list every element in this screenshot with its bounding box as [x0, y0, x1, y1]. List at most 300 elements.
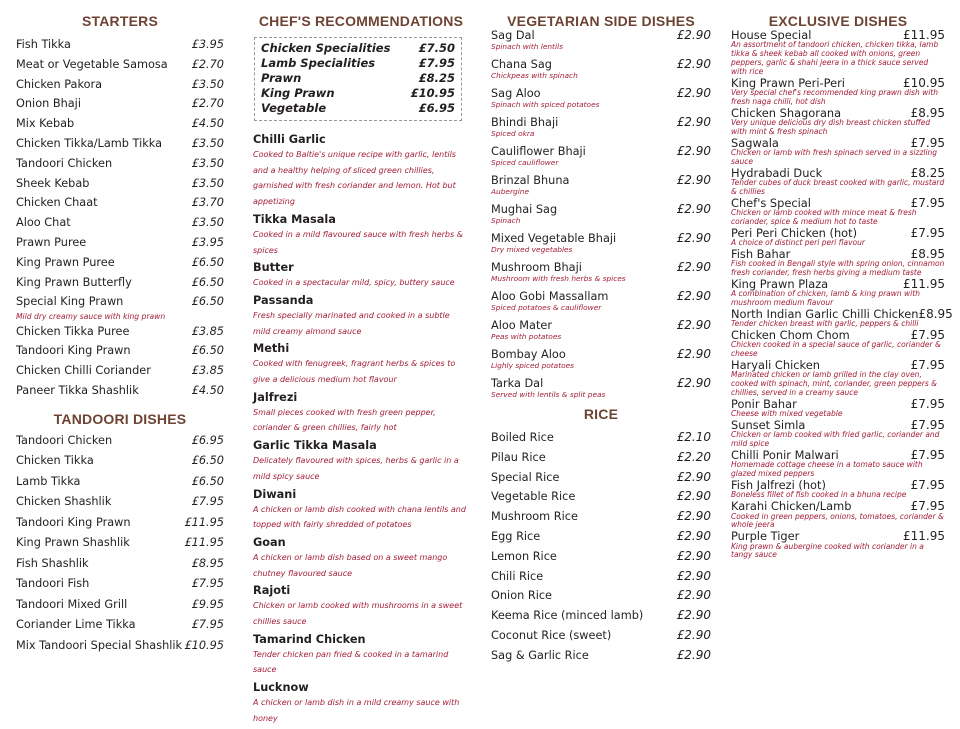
item-price: £2.90 — [676, 568, 711, 583]
menu-item — [491, 586, 711, 606]
menu-item-row — [16, 472, 224, 493]
item-name: Boiled Rice — [491, 431, 554, 444]
menu-item — [491, 567, 711, 587]
starters-column — [16, 0, 224, 656]
item-price: £6.95 — [191, 433, 224, 447]
item-description: Mild dry creamy sauce with king prawn — [16, 312, 166, 322]
item-price: £8.95 — [191, 556, 224, 570]
item-price: £2.90 — [676, 289, 711, 303]
chef-dish — [253, 293, 469, 339]
item-description: Spiced potatoes & cauliflower — [491, 303, 602, 313]
item-price: £3.95 — [191, 235, 224, 249]
menu-item-row — [491, 232, 711, 245]
chef-dish — [253, 680, 469, 726]
item-price: £10.95 — [184, 638, 224, 652]
menu-item-row — [491, 468, 711, 488]
chef-dish — [253, 212, 469, 258]
item-name: Fish Shashlik — [16, 556, 89, 570]
item-price: £4.50 — [191, 383, 224, 397]
menu-item-row — [16, 233, 224, 253]
item-price: £2.90 — [676, 202, 711, 216]
chef-price-row — [261, 71, 455, 86]
item-price: £7.95 — [910, 418, 945, 433]
item-price: £2.90 — [676, 347, 711, 361]
item-name: Prawn — [261, 71, 302, 85]
chef-heading: CHEF'S RECOMMENDATIONS — [258, 13, 464, 29]
item-price: £3.70 — [191, 196, 224, 210]
item-price: £6.50 — [191, 275, 224, 289]
item-name: Aloo Chat — [16, 216, 71, 230]
menu-item-row — [491, 174, 711, 187]
menu-item — [16, 213, 224, 233]
item-price: £11.95 — [184, 536, 224, 550]
item-description: Chicken or lamb with fresh spinach served in a sizzling sauce — [731, 148, 938, 166]
item-price: £8.25 — [910, 165, 945, 180]
item-price: £2.10 — [676, 430, 711, 444]
item-name: Onion Bhaji — [16, 97, 81, 111]
item-name: Chicken Tikka Puree — [16, 324, 130, 338]
tandoori-list — [16, 431, 224, 657]
item-price: £9.95 — [191, 597, 224, 611]
item-price: £7.95 — [191, 577, 224, 591]
chef-dish — [253, 632, 469, 678]
item-price: £3.50 — [191, 176, 224, 190]
menu-item — [16, 451, 224, 472]
item-name: Egg Rice — [491, 529, 541, 543]
menu-item — [491, 527, 711, 547]
item-name: Sag Aloo — [491, 87, 541, 100]
item-price: £2.70 — [191, 57, 224, 71]
item-price: £2.20 — [676, 449, 711, 464]
item-name: Methi — [253, 342, 290, 356]
menu-item-row — [491, 428, 711, 448]
item-name: Sunset Simla — [731, 418, 806, 433]
item-name: Peri Peri Chicken (hot) — [731, 225, 858, 240]
chef-dish — [253, 341, 469, 387]
menu-item — [731, 107, 945, 137]
item-name: Karahi Chicken/Lamb — [731, 499, 852, 514]
chef-dishes — [253, 132, 469, 729]
item-price: £6.50 — [191, 255, 224, 269]
chef-dish — [253, 390, 469, 436]
item-name: Lamb Specialities — [261, 56, 376, 70]
item-price: £6.50 — [191, 344, 224, 358]
menu-item-row — [16, 134, 224, 154]
menu-item — [16, 273, 224, 293]
item-name: Goan — [253, 535, 286, 549]
menu-item — [16, 595, 224, 616]
item-description: Chicken or lamb cooked with fried garlic, coriander and mild spice — [731, 430, 940, 449]
menu-item — [491, 232, 711, 255]
menu-item-row — [16, 35, 224, 55]
item-name: Tarka Dal — [491, 377, 544, 390]
item-name: Bombay Aloo — [491, 348, 566, 361]
item-description: Cooked with fenugreek, fragrant herbs & spices to give a delicious medium hot flavour — [253, 359, 456, 385]
item-price: £10.95 — [903, 75, 945, 90]
item-name: Chana Sag — [491, 58, 552, 71]
item-name: Mushroom Bhaji — [491, 261, 582, 274]
item-name: Tandoori King Prawn — [16, 344, 131, 358]
menu-item — [491, 58, 711, 81]
menu-item — [16, 472, 224, 493]
menu-item-row — [491, 87, 711, 100]
item-price: £11.95 — [903, 529, 945, 544]
item-name: Sag Dal — [491, 29, 535, 42]
menu-item — [491, 487, 711, 507]
item-description: A choice of distinct peri peri flavour — [731, 238, 865, 248]
item-price: £2.90 — [676, 548, 711, 563]
item-description: Very special chef's recommended king prawn dish with fresh naga chilli, hot dish — [731, 88, 938, 106]
item-price: £3.50 — [191, 77, 224, 91]
menu-item — [16, 233, 224, 253]
menu-item-row — [16, 154, 224, 174]
rice-list — [491, 428, 711, 666]
item-description: Spinach with spiced potatoes — [491, 100, 600, 110]
item-name: King Prawn Peri-Peri — [731, 75, 845, 90]
item-name: North Indian Garlic Chilli Chicken — [731, 307, 919, 322]
item-price: £7.95 — [910, 448, 945, 463]
item-price: £8.25 — [418, 71, 455, 85]
item-description: Spiced okra — [491, 129, 535, 139]
item-price: £11.95 — [184, 515, 224, 529]
menu-item-row — [491, 547, 711, 567]
item-description: Served with lentils & split peas — [491, 390, 606, 400]
menu-item-row — [491, 29, 711, 42]
menu-item — [16, 431, 224, 452]
menu-item — [491, 116, 711, 139]
chef-price-row — [261, 41, 455, 56]
item-description: Spiced cauliflower — [491, 158, 559, 168]
item-price: £3.95 — [191, 38, 224, 51]
menu-item-row — [491, 606, 711, 626]
item-description: A combination of chicken, lamb & king prawn with mushroom medium flavour — [731, 289, 920, 308]
menu-item — [731, 329, 945, 359]
menu-item-row — [491, 203, 711, 216]
chef-price-row — [261, 86, 455, 101]
menu-item — [16, 134, 224, 154]
menu-item — [16, 35, 224, 55]
menu-item — [731, 449, 945, 479]
menu-item — [491, 428, 711, 448]
item-price: £2.90 — [676, 588, 711, 603]
menu-item — [16, 174, 224, 194]
item-price: £7.95 — [910, 397, 945, 412]
item-price: £11.95 — [903, 28, 945, 42]
menu-item-row — [491, 290, 711, 303]
menu-item — [16, 574, 224, 595]
menu-item-row — [491, 448, 711, 468]
item-price: £7.95 — [910, 135, 945, 150]
menu-item — [491, 319, 711, 342]
menu-item-row — [16, 75, 224, 95]
menu-item — [16, 636, 224, 657]
item-description: Delicately flavoured with spices, herbs & garlic in a mild spicy sauce — [253, 456, 459, 481]
item-name: Tandoori Chicken — [16, 433, 113, 447]
item-price: £6.50 — [191, 295, 224, 309]
menu-item — [491, 348, 711, 371]
item-name: Lamb Tikka — [16, 474, 81, 488]
item-price: £7.95 — [418, 56, 455, 70]
menu-item — [491, 448, 711, 468]
item-name: Mixed Vegetable Bhaji — [491, 232, 617, 245]
item-price: £2.90 — [676, 86, 711, 100]
item-name: Sag & Garlic Rice — [491, 648, 589, 662]
menu-item — [731, 227, 945, 248]
menu-item — [491, 29, 711, 52]
chef-dish — [253, 260, 469, 291]
menu-item-row — [491, 586, 711, 606]
starters-list — [16, 35, 224, 401]
item-price: £2.90 — [676, 28, 711, 42]
menu-item — [731, 307, 953, 329]
item-name: Aloo Gobi Massallam — [491, 290, 609, 303]
menu-item-row — [491, 567, 711, 587]
menu-item — [491, 507, 711, 527]
item-name: Chef's Special — [731, 195, 811, 210]
menu-item — [491, 547, 711, 567]
item-name: Chicken Chom Chom — [731, 328, 850, 343]
menu-item — [731, 137, 945, 167]
item-name: Chicken Tikka — [16, 454, 94, 468]
item-name: Tandoori Chicken — [16, 156, 113, 170]
item-price: £7.95 — [191, 618, 224, 632]
item-price: £2.90 — [676, 115, 711, 129]
item-name: Fish Bahar — [731, 247, 791, 262]
item-price: £3.85 — [191, 324, 224, 338]
menu-item-row — [491, 261, 711, 274]
item-name: Aloo Mater — [491, 319, 552, 332]
item-price: £7.95 — [191, 495, 224, 509]
menu-item — [16, 154, 224, 174]
menu-item-row — [731, 500, 945, 512]
menu-item-row — [16, 341, 224, 361]
menu-item — [16, 615, 224, 636]
menu-item — [16, 554, 224, 575]
menu-item-row — [491, 348, 711, 361]
menu-item-row — [16, 94, 224, 114]
menu-item — [491, 145, 711, 168]
menu-item-row — [16, 574, 224, 595]
menu-item-row — [491, 377, 711, 390]
menu-item — [16, 533, 224, 554]
item-price: £2.70 — [191, 97, 224, 111]
item-price: £8.95 — [910, 247, 945, 262]
item-price: £7.95 — [910, 499, 945, 514]
item-description: Chicken or lamb cooked with mushrooms in a sweet chillies sauce — [253, 601, 463, 627]
item-description: Fresh specially marinated and cooked in a subtle mild creamy almond sauce — [253, 310, 450, 336]
menu-item-row — [491, 527, 711, 547]
item-price: £10.95 — [410, 86, 455, 100]
item-name: Diwani — [253, 487, 297, 501]
item-name: Mix Tandoori Special Shashlik — [16, 638, 183, 652]
item-price: £6.50 — [191, 454, 224, 468]
exclusive-list — [731, 28, 953, 560]
item-name: Special King Prawn — [16, 295, 124, 309]
item-name: Purple Tiger — [731, 529, 800, 544]
item-name: Chicken Tikka/Lamb Tikka — [16, 136, 163, 150]
item-name: Tikka Masala — [253, 212, 336, 226]
item-price: £4.50 — [191, 117, 224, 131]
item-name: Meat or Vegetable Samosa — [16, 57, 168, 71]
item-price: £7.50 — [418, 41, 455, 55]
item-name: Vegetable — [261, 101, 327, 115]
item-description: Tender chicken breast with garlic, peppers & chilli — [731, 319, 919, 329]
item-name: Sheek Kebab — [16, 176, 90, 190]
menu-item-row — [491, 116, 711, 129]
menu-item-row — [16, 213, 224, 233]
item-description: Lighly spiced potatoes — [491, 361, 575, 371]
item-description: Chicken cooked in a special sauce of garlic, coriander & cheese — [731, 340, 941, 359]
menu-item — [731, 278, 945, 308]
item-price: £7.95 — [910, 225, 945, 240]
item-price: £7.95 — [910, 478, 945, 493]
item-name: Paneer Tikka Shashlik — [16, 383, 139, 397]
item-description: Cooked in green peppers, onions, tomatoes, coriander & whole jeera — [731, 511, 944, 530]
item-price: £8.95 — [918, 307, 953, 322]
item-name: Tamarind Chicken — [253, 632, 366, 646]
item-description: Peas with potatoes — [491, 332, 562, 342]
item-name: Lemon Rice — [491, 549, 557, 563]
item-price: £7.95 — [910, 195, 945, 210]
menu-item — [16, 341, 224, 361]
item-name: Chicken Chilli Coriander — [16, 364, 151, 378]
exclusive-column — [731, 0, 953, 560]
item-description: Small pieces cooked with fresh green pepper, coriander & green chillies, fairly hot — [253, 407, 436, 433]
menu-item-row — [16, 193, 224, 213]
item-description: Very unique delicious dry dish breast chicken stuffed with mint & fresh spinach — [731, 118, 931, 136]
menu-item — [16, 381, 224, 401]
menu-item — [16, 193, 224, 213]
tandoori-heading: TANDOORI DISHES — [53, 410, 187, 427]
item-name: Coconut Rice (sweet) — [491, 628, 612, 642]
item-name: Special Rice — [491, 470, 560, 484]
menu-item-row — [16, 513, 224, 534]
item-name: Chicken Specialities — [261, 41, 391, 55]
item-name: Rajoti — [253, 584, 291, 598]
item-description: A chicken or lamb dish based on a sweet mango chutney flavoured sauce — [253, 552, 448, 578]
item-description: Cheese with mixed vegetable — [731, 409, 843, 419]
item-description: Cooked in a spectacular mild, spicy, buttery sauce — [253, 278, 455, 288]
menu-item-row — [16, 361, 224, 381]
item-price: £7.95 — [910, 328, 945, 343]
menu-item-row — [16, 273, 224, 293]
item-name: Tandoori Mixed Grill — [16, 597, 128, 611]
item-name: Jalfrezi — [253, 390, 298, 404]
menu-item — [731, 167, 945, 197]
item-description: Dry mixed vegetables — [491, 245, 573, 255]
item-name: Tandoori King Prawn — [16, 515, 131, 529]
item-description: Marinated chicken or lamb grilled in the clay oven, cooked with spinach, mint, coriander, green peppers & chillies, served in a creamy sauce — [731, 370, 938, 398]
item-description: King prawn & aubergine cooked with coriander in a tangy sauce — [731, 541, 924, 560]
item-description: An assortment of tandoori chicken, chicken tikka, lamb tikka & sheek kebab all cooked with onions, green peppers, garlic & shahi jeera in a thick sauce served with rice — [731, 40, 939, 76]
menu-item — [731, 29, 945, 77]
item-description: Cooked in a mild flavoured sauce with fresh herbs & spices — [253, 229, 463, 255]
item-price: £2.90 — [676, 489, 711, 504]
menu-item — [731, 530, 945, 560]
menu-item-row — [16, 322, 224, 342]
menu-item — [16, 292, 224, 321]
item-name: Butter — [253, 261, 294, 275]
menu-item — [731, 419, 945, 449]
menu-item-row — [16, 451, 224, 472]
starters-heading: STARTERS — [81, 13, 158, 29]
item-price: £2.90 — [676, 173, 711, 187]
menu-item — [16, 114, 224, 134]
item-description: Cooked to Baltie's unique recipe with garlic, lentils and a healthy helping of sliced green chillies, garnished with fresh coriander and lemon. Hot but appetizing — [253, 150, 456, 207]
item-description: Homemade cottage cheese in a tomato sauce with glazed mixed peppers — [731, 460, 923, 479]
menu-item-row — [16, 174, 224, 194]
veg-heading: VEGETARIAN SIDE DISHES — [507, 13, 695, 29]
item-price: £2.90 — [676, 376, 711, 390]
item-description: Spinach with lentils — [491, 42, 563, 52]
menu-item — [731, 479, 945, 500]
item-price: £3.50 — [191, 156, 224, 170]
menu-item — [491, 174, 711, 197]
menu-item — [16, 94, 224, 114]
rice-heading: RICE — [583, 406, 619, 422]
menu-item-row — [16, 292, 224, 312]
menu-item — [491, 626, 711, 646]
menu-item-row — [16, 615, 224, 636]
item-name: Chicken Chaat — [16, 196, 98, 210]
menu-item — [16, 492, 224, 513]
item-description: Aubergine — [491, 187, 529, 197]
menu-item-row — [491, 507, 711, 527]
menu-item-row — [16, 636, 224, 657]
item-name: Chilli Garlic — [253, 133, 326, 146]
item-name: Keema Rice (minced lamb) — [491, 609, 644, 623]
menu-item-row — [491, 319, 711, 332]
menu-item-row — [16, 595, 224, 616]
menu-item — [491, 203, 711, 226]
menu-item — [16, 361, 224, 381]
item-description: Tender chicken pan fried & cooked in a tamarind sauce — [253, 649, 449, 675]
item-price: £2.90 — [676, 57, 711, 71]
item-name: Fish Tikka — [16, 38, 71, 51]
item-name: Cauliflower Bhaji — [491, 145, 586, 158]
item-name: House Special — [731, 28, 812, 42]
item-name: Onion Rice — [491, 589, 553, 603]
menu-item-row — [731, 530, 945, 542]
chef-dish — [253, 132, 469, 210]
item-price: £11.95 — [903, 277, 945, 292]
item-description: Chickpeas with spinach — [491, 71, 578, 81]
item-name: Bhindi Bhaji — [491, 116, 559, 129]
menu-item-row — [491, 626, 711, 646]
item-name: Mix Kebab — [16, 117, 75, 131]
item-price: £8.95 — [910, 105, 945, 120]
menu-item — [16, 322, 224, 342]
item-description: Tender cubes of duck breast cooked with garlic, mustard & chillies — [731, 178, 945, 196]
item-name: Garlic Tikka Masala — [253, 439, 377, 453]
item-name: Ponir Bahar — [731, 397, 797, 412]
item-price: £2.90 — [676, 608, 711, 623]
veg-list — [491, 29, 711, 400]
veg-column — [491, 0, 711, 666]
item-name: Haryali Chicken — [731, 358, 820, 373]
item-name: Prawn Puree — [16, 235, 87, 249]
menu-item — [731, 197, 945, 227]
menu-item — [731, 500, 945, 530]
item-name: King Prawn Butterfly — [16, 275, 132, 289]
item-name: Chili Rice — [491, 569, 544, 583]
chef-dish — [253, 583, 469, 629]
item-name: King Prawn Shashlik — [16, 536, 130, 550]
item-name: Hydrabadi Duck — [731, 165, 823, 180]
item-name: King Prawn Plaza — [731, 277, 829, 292]
item-price: £3.50 — [191, 136, 224, 150]
menu-item-row — [16, 431, 224, 452]
